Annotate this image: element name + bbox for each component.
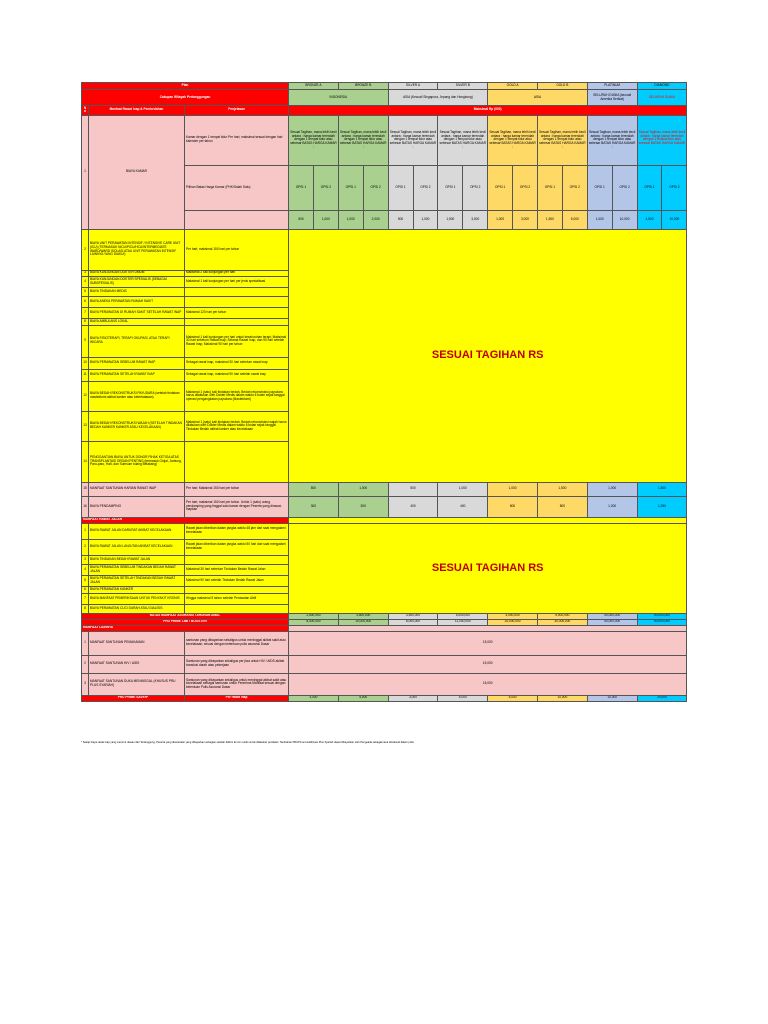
other-value: 15,000	[289, 673, 687, 695]
benefit-desc: Maksimal 30 hari sebelum Tindakan Bedah Rawat Jalan	[185, 564, 289, 575]
daily-cash-value: 1,000	[587, 482, 637, 496]
benefit-desc: Maksimal 120 hari per tahun	[185, 307, 289, 318]
daily-cash-value: 1,000	[438, 482, 488, 496]
benefit-name: BIAYA UNIT PERAWATAN INTENSIF / INTENSIVE CARE UNIT (ICU) (TERMASUK NICU/PICU/HCU/INTERMEDIATE WARD/WARD ISOLASI ATAU UNIT PERAWATAN INTENSIF LAINNYA YANG DIAKUI)	[89, 229, 185, 270]
annual-limit-value: 5,000,000	[537, 613, 587, 619]
option-label: OPSI 2	[363, 165, 388, 210]
booster-value: 8,000,000	[289, 619, 339, 625]
benefit-desc	[185, 318, 289, 325]
area-asia: ASIA	[488, 90, 588, 106]
benefit-desc: Maksimal 2 kali kunjungan per hari	[185, 270, 289, 276]
annual-limit-value: 2,500,000	[289, 613, 339, 619]
room-value: 1,500	[537, 210, 562, 229]
option-label: OPSI 2	[662, 165, 687, 210]
option-label: OPSI 1	[388, 165, 413, 210]
area-label: Cakupan Wilayah Pertanggungan	[82, 90, 289, 106]
benefit-name: BIAYA RAWAT JALAN LANJUTAN AKIBAT KECELAKAAN	[89, 539, 185, 555]
benefit-desc	[185, 604, 289, 613]
benefit-desc: santunan yang dibayarkan sekaligus untuk meninggal akibat sakit atau kecelakaan; sesuai dengan ketentuan polis asuransi Dasar	[185, 631, 289, 655]
room-value: 5,000	[562, 210, 587, 229]
plan-gold-a: GOLD A	[488, 83, 538, 90]
daily-cash-value: 1,000	[338, 482, 388, 496]
booster-value: 10,000,000	[338, 619, 388, 625]
room-value: 1,000	[587, 210, 612, 229]
benefit-header: Manfaat Rawat Inap & Pembedahan	[89, 106, 185, 116]
daily-cash-value: 500	[289, 482, 339, 496]
area-world-excl-us: SELURUH DUNIA (kecuali Amerika Serikat)	[587, 90, 637, 106]
row-no: 3	[82, 270, 89, 276]
saver-value: 10,000	[537, 695, 587, 701]
row-no: 9	[82, 325, 89, 357]
benefit-desc: Santunan yang dibayarkan sekaligus untuk meninggal akibat sakit atau kecelakaan sebagai santunan untuk Penerima Manfaat sesuai dengan ketentuan Polis Asuransi Dasar	[185, 673, 289, 695]
benefit-name: BIAYA PERAWATAN SEBELUM TINDAKAN BEDAH RAWAT JALAN	[89, 564, 185, 575]
area-asia-excl: ASIA (Kecuali Singapura, Jepang dan Hongkong)	[388, 90, 488, 106]
row-no: 8	[82, 318, 89, 325]
other-value: 15,000	[289, 655, 687, 673]
outpatient-section-label: MANFAAT RAWAT JALAN	[82, 517, 289, 523]
benefit-name: BIAYA PERAWATAN SETELAH RAWAT INAP	[89, 369, 185, 381]
row-no: 3	[82, 673, 89, 695]
other-section-label: MANFAAT LAINNYA	[82, 625, 289, 631]
row-no: 7	[82, 307, 89, 318]
room-option-empty	[185, 210, 289, 229]
benefit-name: BIAYA PENDAMPING	[89, 496, 185, 517]
row-no: 2	[82, 539, 89, 555]
row-no: 12	[82, 381, 89, 411]
benefit-desc: Sebagai rawat inap, maksimal 90 hari setelah rawat inap	[185, 369, 289, 381]
plan-silver-a: SILVER A	[388, 83, 438, 90]
row-no: 3	[82, 555, 89, 564]
room-value: 1,500	[637, 210, 662, 229]
room-note: Sesuai Tagihan, mana lebih kecil antara : harga kamar terendah dengan 1 tempat tidur atau sebesar BATAS HARGA KAMAR :	[537, 115, 587, 165]
booster-value: 11,000,000	[438, 619, 488, 625]
room-value: 500	[388, 210, 413, 229]
benefit-desc	[185, 441, 289, 482]
other-value: 15,000	[289, 631, 687, 655]
saver-value: 3,000	[388, 695, 438, 701]
benefit-desc: Per hari; Maksimal 150 hari per tahun	[185, 482, 289, 496]
benefit-desc: Maksimal 1 (satu) kali tindakan bedah. Bedah rekonstruksi payudara harus dilakukan oleh Dokter Medis dalam waktu 6 bulan sejak tanggal operasi pengangkatan payudara (Mastektomi)	[185, 381, 289, 411]
annual-limit-value: 50,000,000	[637, 613, 687, 619]
companion-value: 400	[388, 496, 438, 517]
benefit-desc	[185, 296, 289, 307]
benefit-name: PENGGANTIAN BIAYA UNTUK DONOR PIHAK KETIGA ATAS TRANSPLANTASI ORGAN PENTING (termasuk Ginjal, Jantung, Paru-paru, Hati, dan Sumsum tulang Belakang)	[89, 441, 185, 482]
plan-platinum: PLATINUM	[587, 83, 637, 90]
benefit-name: BIAYA FISIOTERAPI, TERAPI OKUPASI, ATAU TERAPI WICARA	[89, 325, 185, 357]
benefit-desc	[185, 586, 289, 593]
daily-cash-value: 500	[388, 482, 438, 496]
row-no: 16	[82, 496, 89, 517]
room-value: 2,000	[363, 210, 388, 229]
companion-value: 400	[438, 496, 488, 517]
booster-label: PRU PRIME LIMIT BOOSTER	[82, 619, 289, 625]
booster-value: 50,000,000	[637, 619, 687, 625]
benefit-name: BIAYA RAWAT JALAN DARURAT AKIBAT KECELAKAAN	[89, 523, 185, 539]
benefit-desc: Per hari; maksimal 150 hari per tahun. Untuk 1 (satu) orang pendamping yang tinggal satu kamar dengan Peserta yang dirawat-inapkan	[185, 496, 289, 517]
sesuai-tagihan-inpatient: SESUAI TAGIHAN RS	[289, 229, 687, 482]
daily-cash-value: 1,000	[488, 482, 538, 496]
saver-value: 5,000	[338, 695, 388, 701]
no-header: No	[82, 106, 89, 116]
plan-bronze-b: BRONZE B	[338, 83, 388, 90]
companion-value: 1,250	[637, 496, 687, 517]
room-desc: Kamar dengan 1 tempat tidur Per hari; maksimal sesuai dengan hari kalender per tahun	[185, 115, 289, 165]
room-note: Sesuai Tagihan, mana lebih kecil antara : harga kamar terendah dengan 1 tempat tidur atau sebesar BATAS HARGA KAMAR :	[587, 115, 637, 165]
room-value: 10,000	[662, 210, 687, 229]
option-label: OPSI 1	[637, 165, 662, 210]
benefit-desc: Maksimal 1 (satu) kali tindakan bedah. Bedah rekonstruksi wajah harus dilakukan oleh Dokter Medis dalam waktu 6 bulan sejak tanggal Tindakan Bedah akibat kanker atau kecelakaan	[185, 411, 289, 441]
row-no: 1	[82, 523, 89, 539]
saver-value: 5,000	[488, 695, 538, 701]
option-label: OPSI 1	[488, 165, 513, 210]
benefit-desc: Maksimal 1 kali kunjungan per hari untuk keseluruhan terapi; Maksimal 30 hari sebelum Rawat Inap; Selama Rawat Inap, dan 90 hari setelah Rawat Inap; Maksimal 90 hari per tahun	[185, 325, 289, 357]
row-no: 1	[82, 631, 89, 655]
plan-bronze-a: BRONZE A	[289, 83, 339, 90]
row-no: 8	[82, 604, 89, 613]
plan-label: Plan	[82, 83, 289, 90]
row-no: 6	[82, 586, 89, 593]
saver-sub: Per rawat inap	[185, 695, 289, 701]
benefit-name: BIAYA PERAWATAN CUCI DARAH ATAU DIALISIS	[89, 604, 185, 613]
footnote: * Setiap biaya rawat inap yang menurut ulasan dari Tertanggung, Peserta yang disarankan yang dibayarkan sebagian setelah dikirim ke tim medis untuk dilakukan penilaian. Tambahan PRUPrime Healthcare Plus Syariah dapat dibayarkan oleh Pengelola sebagaimana dimaksud dalam polis	[81, 741, 414, 744]
saver-value: 3,000	[289, 695, 339, 701]
companion-value: 300	[289, 496, 339, 517]
booster-value: 20,000,000	[488, 619, 538, 625]
benefit-desc: Per hari; maksimal 150 hari per tahun	[185, 229, 289, 270]
option-label: OPSI 2	[513, 165, 538, 210]
annual-limit-value: 5,000,000	[438, 613, 488, 619]
benefit-table	[81, 82, 687, 702]
room-note: Sesuai Tagihan, mana lebih kecil antara : harga kamar terendah dengan 1 tempat tidur atau sebesar BATAS HARGA KAMAR :	[438, 115, 488, 165]
annual-limit-label: BATAS MANFAAT ASURANSI TAHUNAN AWAL	[82, 613, 289, 619]
benefit-name: MANFAAT SANTUNAN HARIAN RAWAT INAP	[89, 482, 185, 496]
benefit-desc: Sebagai rawat inap, maksimal 30 hari sebelum rawat inap	[185, 357, 289, 369]
benefit-desc: Hingga maksimal 5 tahun setelah Perawatan Aktif	[185, 593, 289, 604]
saver-label: PRU PRIME SAVER*	[82, 695, 185, 701]
row-no: 14	[82, 441, 89, 482]
room-no: 1	[82, 115, 89, 229]
benefit-name: BIAYA BEDAH REKONSTRUKSI WAJAH (SETELAH TINDAKAN BEDAH KANKER KANKER ATAU KECELAKAAN)	[89, 411, 185, 441]
benefit-name: BIAYA TINDAKAN MEDIS	[89, 287, 185, 296]
benefit-name: MANFAAT SANTUNAN PEMAKAMAN	[89, 631, 185, 655]
benefit-name: BIAYA KUNJUNGAN DOKTER SPESIALIS (SEBAGAI SUBSPESIALIS)	[89, 276, 185, 287]
option-label: OPSI 1	[537, 165, 562, 210]
max-header: Maksimal Rp (000)	[289, 106, 687, 116]
benefit-name: BIAYA TINDAKAN BEDAH RAWAT JALAN	[89, 555, 185, 564]
row-no: 13	[82, 411, 89, 441]
room-value: 3,000	[463, 210, 488, 229]
room-value: 10,000	[612, 210, 637, 229]
explanation-header: Penjelasan	[185, 106, 289, 116]
room-note: Sesuai Tagihan, mana lebih kecil antara : harga kamar terendah dengan 1 tempat tidur atau sebesar BATAS HARGA KAMAR :	[338, 115, 388, 165]
option-label: OPSI 2	[562, 165, 587, 210]
row-no: 11	[82, 369, 89, 381]
saver-value: 5,000	[438, 695, 488, 701]
room-note: Sesuai Tagihan, mana lebih kecil antara : harga kamar terendah dengan 1 tempat tidur atau sebesar BATAS HARGA KAMAR :	[388, 115, 438, 165]
benefit-desc: Maksimal 1 kali kunjungan per hari per jenis spesialisasi	[185, 276, 289, 287]
benefit-desc: Maksimal 90 hari setelah Tindakan Bedah Rawat Jalan	[185, 575, 289, 586]
area-indonesia: INDONESIA	[289, 90, 389, 106]
plan-gold-b: GOLD B	[537, 83, 587, 90]
booster-value: 40,000,000	[587, 619, 637, 625]
annual-limit-value: 3,500,000	[388, 613, 438, 619]
booster-value: 8,000,000	[388, 619, 438, 625]
daily-cash-value: 1,500	[537, 482, 587, 496]
room-note: Sesuai Tagihan, mana lebih kecil antara : harga kamar terendah dengan 1 tempat tidur atau sebesar BATAS HARGA KAMAR :	[289, 115, 339, 165]
benefit-name: BIAYA PERAWATAN KANKER	[89, 586, 185, 593]
option-label: OPSI 2	[463, 165, 488, 210]
room-value: 500	[289, 210, 314, 229]
option-label: OPSI 1	[438, 165, 463, 210]
room-value: 1,500	[438, 210, 463, 229]
plan-diamond: DIAMOND	[637, 83, 687, 90]
benefit-desc	[185, 555, 289, 564]
saver-value: 10,000	[587, 695, 637, 701]
row-no: 10	[82, 357, 89, 369]
area-world: SELURUH DUNIA	[637, 90, 687, 106]
benefit-desc: Rawat jalan diberikan dalam jangka waktu 50 hari dari saat mengalami kecelakaan	[185, 539, 289, 555]
benefit-name: MANFAAT SANTUNAN DUKA MENINGGAL (KHUSUS PRU PLUS SYARIAH)	[89, 673, 185, 695]
booster-value: 30,000,000	[537, 619, 587, 625]
plan-silver-b: SILVER B	[438, 83, 488, 90]
annual-limit-value: 4,000,000	[488, 613, 538, 619]
benefit-desc: Santunan yang dibayarkan sekaligus per jiwa untuk HIV / AIDS akibat transfusi darah atau pekerjaan	[185, 655, 289, 673]
benefit-name: MANFAAT SANTUNAN HIV / AIDS	[89, 655, 185, 673]
companion-value: 300	[338, 496, 388, 517]
companion-value: 800	[488, 496, 538, 517]
benefit-name: BIAYA PERAWATAN DI RUMAH SAKIT SETELAH RAWAT INAP	[89, 307, 185, 318]
saver-value: 20,000	[637, 695, 687, 701]
row-no: 5	[82, 287, 89, 296]
benefit-desc: Rawat jalan diberikan dalam jangka waktu 48 jam dari saat mengalami kecelakaan	[185, 523, 289, 539]
benefit-desc	[185, 287, 289, 296]
row-no: 4	[82, 276, 89, 287]
row-no: 2	[82, 655, 89, 673]
option-label: OPSI 2	[612, 165, 637, 210]
room-name: BIAYA KAMAR	[89, 115, 185, 229]
daily-cash-value: 1,500	[637, 482, 687, 496]
row-no: 5	[82, 575, 89, 586]
room-value: 1,000	[313, 210, 338, 229]
sesuai-tagihan-outpatient: SESUAI TAGIHAN RS	[289, 523, 687, 613]
row-no: 15	[82, 482, 89, 496]
benefit-name: BIAYA KUNJUNGAN DOKTER UMUM	[89, 270, 185, 276]
annual-limit-value: 40,000,000	[587, 613, 637, 619]
option-label: OPSI 2	[413, 165, 438, 210]
room-note: Sesuai Tagihan, mana lebih kecil antara : harga kamar terendah dengan 1 tempat tidur atau sebesar BATAS HARGA KAMAR :	[488, 115, 538, 165]
companion-value: 800	[537, 496, 587, 517]
room-value: 1,000	[338, 210, 363, 229]
annual-limit-value: 3,500,000	[338, 613, 388, 619]
row-no: 7	[82, 593, 89, 604]
room-value: 1,000	[413, 210, 438, 229]
option-label: OPSI 1	[289, 165, 314, 210]
room-value: 3,000	[513, 210, 538, 229]
benefit-name: BIAYA PERAWATAN SEBELUM RAWAT INAP	[89, 357, 185, 369]
benefit-name: BIAYA ANEKA PERAWATAN RUMAH SAKIT	[89, 296, 185, 307]
benefit-name: BIAYA PERAWATAN SETELAH TINDAKAN BEDAH RAWAT JALAN	[89, 575, 185, 586]
row-no: 4	[82, 564, 89, 575]
option-label: OPSI 2	[313, 165, 338, 210]
row-no: 6	[82, 296, 89, 307]
benefit-name: BIAYA MANFAAT PEMERIKSAAN UNTUK PENYAKIT KRONIS	[89, 593, 185, 604]
companion-value: 1,000	[587, 496, 637, 517]
room-value: 1,000	[488, 210, 513, 229]
room-note: Sesuai Tagihan, mana lebih kecil antara : harga kamar terendah dengan 1 tempat tidur atau sebesar BATAS HARGA KAMAR :	[637, 115, 687, 165]
option-label: OPSI 1	[587, 165, 612, 210]
row-no: 2	[82, 229, 89, 270]
benefit-name: BIAYA BEDAH REKONSTRUKSI PAYUDARA (setelah tindakan mastektomi akibat kanker atau keterbatasan)	[89, 381, 185, 411]
option-label: OPSI 1	[338, 165, 363, 210]
room-option-desc: Pilihan Batas Harga Kamar (PHK/Salah Satu)	[185, 165, 289, 210]
benefit-name: BIAYA AMBULANS LOKAL	[89, 318, 185, 325]
